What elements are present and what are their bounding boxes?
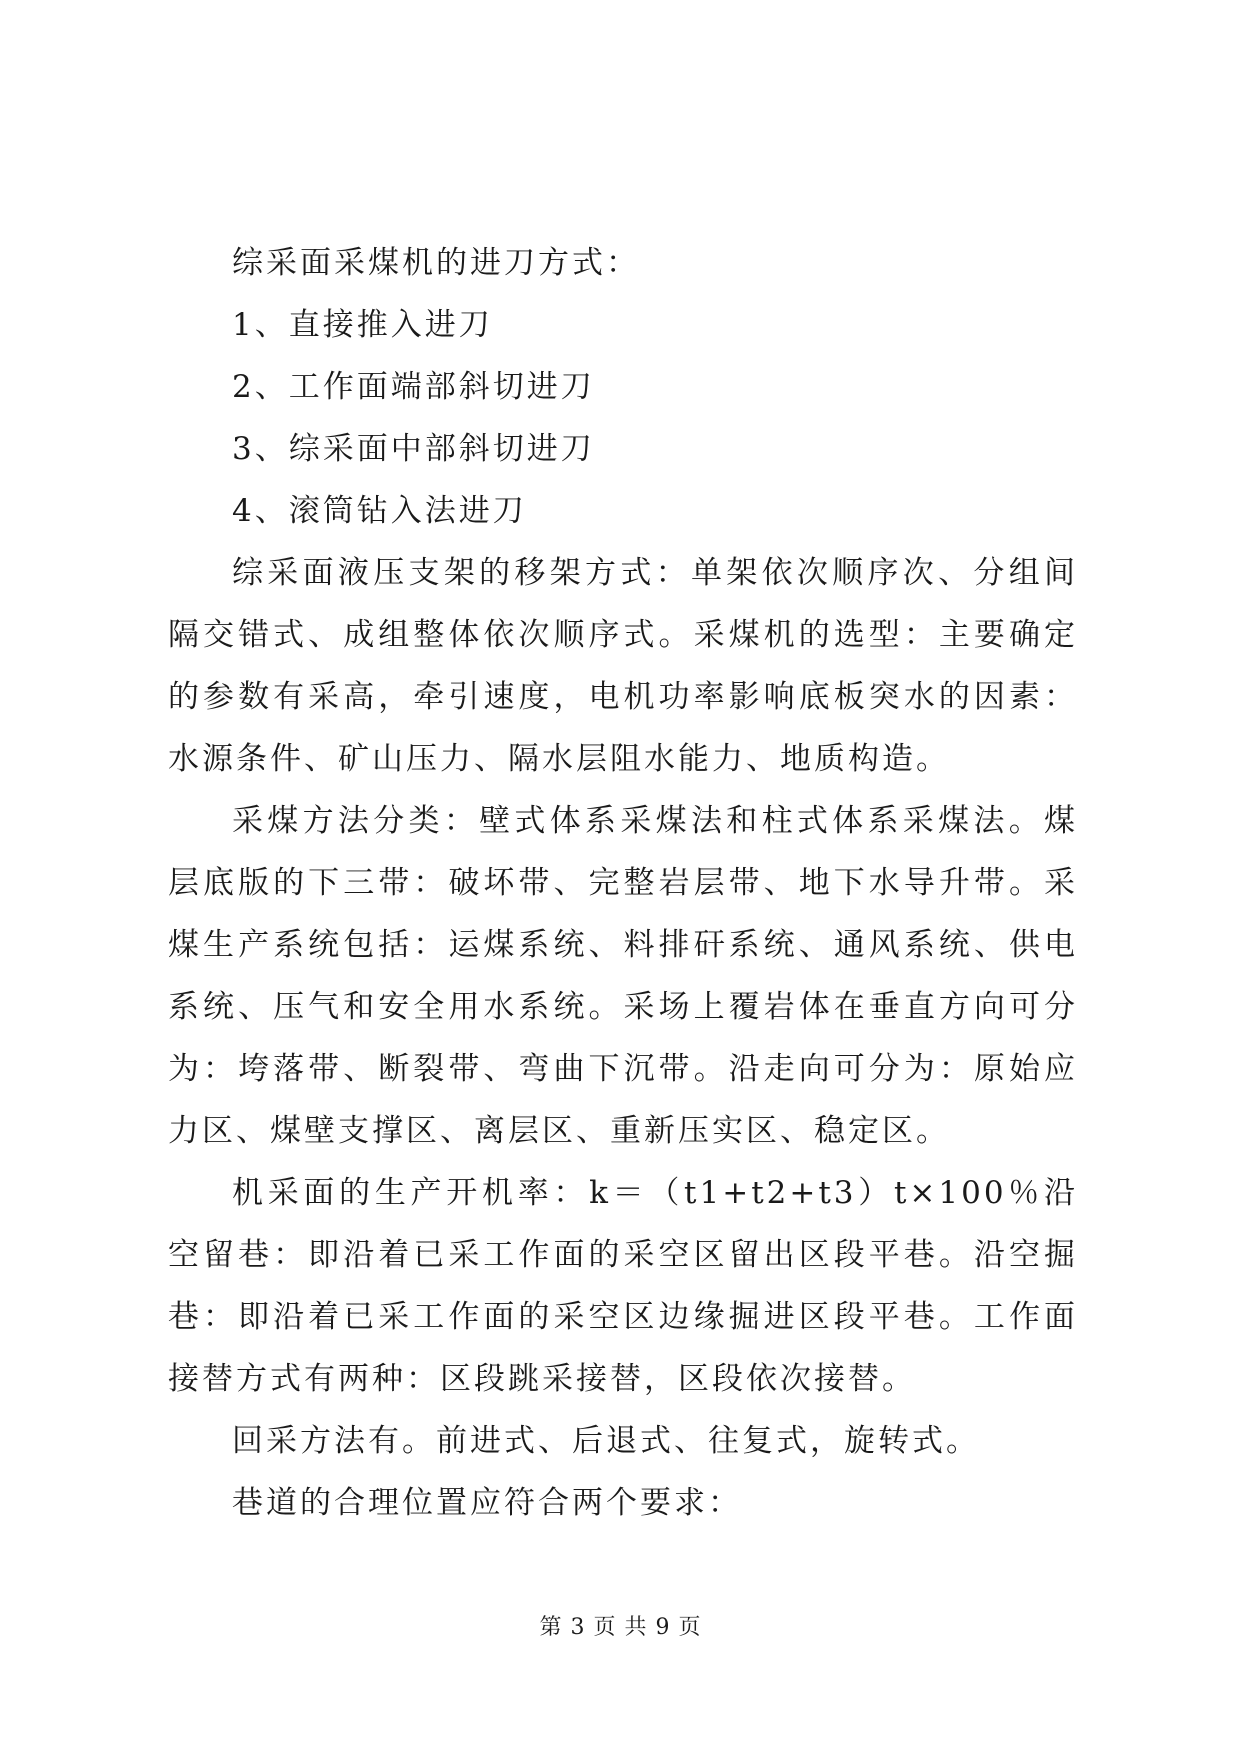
paragraph-operating-rate: 机采面的生产开机率：k＝（t1+t2+t3）t×100％沿空留巷：即沿着已采工作面的采空区留出区段平巷。沿空掘巷：即沿着已采工作面的采空区边缘掘进区段平巷。工作面接替方式有两种：区段跳采接替，区段依次接替。 (168, 1175, 1078, 1397)
list-item-4: 4、滚筒钻入法进刀 (232, 493, 527, 529)
document-body (168, 232, 1078, 1534)
paragraph-mining-methods: 采煤方法分类：壁式体系采煤法和柱式体系采煤法。煤层底版的下三带：破坏带、完整岩层带、地下水导升带。采煤生产系统包括：运煤系统、料排矸系统、通风系统、供电系统、压气和安全用水系统。采场上覆岩体在垂直方向可分为：垮落带、断裂带、弯曲下沉带。沿走向可分为：原始应力区、煤壁支撑区、离层区、重新压实区、稳定区。 (168, 803, 1078, 1149)
heading-cutting-methods: 综采面采煤机的进刀方式： (232, 245, 640, 281)
paragraph-support-moving: 综采面液压支架的移架方式：单架依次顺序次、分组间隔交错式、成组整体依次顺序式。采煤机的选型：主要确定的参数有采高，牵引速度，电机功率影响底板突水的因素：水源条件、矿山压力、隔水层阻水能力、地质构造。 (168, 555, 1078, 777)
list-item-3: 3、综采面中部斜切进刀 (232, 431, 595, 467)
list-item-1: 1、直接推入进刀 (232, 307, 493, 343)
list-item-2: 2、工作面端部斜切进刀 (232, 369, 595, 405)
page-number-footer: 第 3 页 共 9 页 (539, 1615, 702, 1640)
paragraph-roadway-position: 巷道的合理位置应符合两个要求： (232, 1485, 742, 1521)
paragraph-retreat-methods: 回采方法有。前进式、后退式、往复式，旋转式。 (232, 1423, 980, 1459)
